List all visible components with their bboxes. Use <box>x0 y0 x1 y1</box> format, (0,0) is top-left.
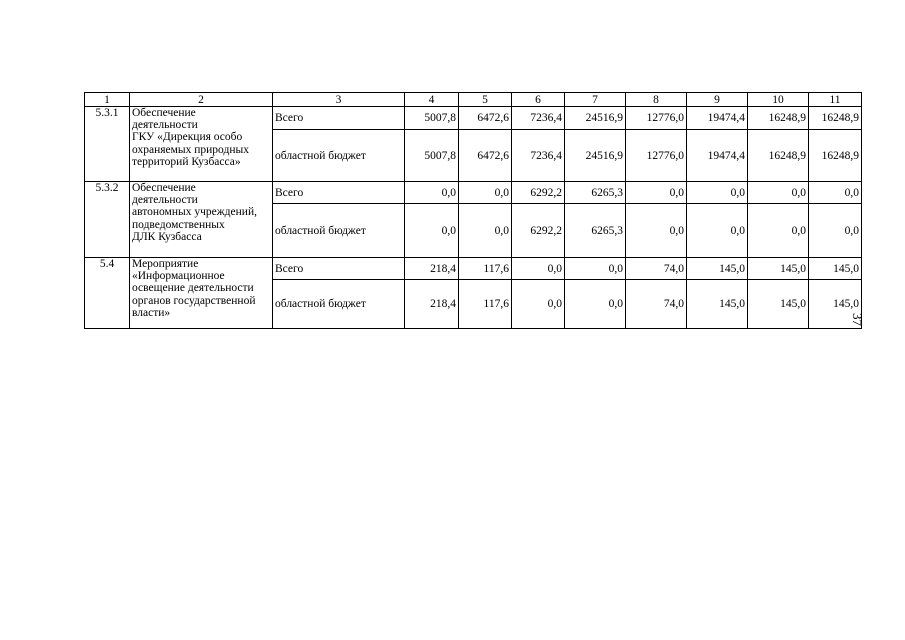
funding-source: Всего <box>273 107 405 130</box>
value-cell: 74,0 <box>626 258 687 280</box>
value-cell: 0,0 <box>809 182 862 204</box>
value-cell: 6292,2 <box>512 204 565 258</box>
row-code: 5.3.1 <box>85 107 130 182</box>
row-code: 5.4 <box>85 258 130 329</box>
value-cell: 117,6 <box>459 258 512 280</box>
funding-source: областной бюджет <box>273 130 405 182</box>
value-cell: 6265,3 <box>565 204 626 258</box>
value-cell: 6472,6 <box>459 130 512 182</box>
table-row <box>85 107 862 130</box>
value-cell: 6265,3 <box>565 182 626 204</box>
header-cell: 3 <box>273 93 405 107</box>
value-cell: 0,0 <box>459 182 512 204</box>
value-cell: 0,0 <box>405 182 459 204</box>
value-cell: 145,0 <box>748 280 809 329</box>
value-cell: 19474,4 <box>687 107 748 130</box>
header-cell: 6 <box>512 93 565 107</box>
table-row <box>85 182 862 204</box>
value-cell: 145,0 <box>809 280 862 329</box>
value-cell: 145,0 <box>687 280 748 329</box>
header-cell: 2 <box>130 93 273 107</box>
header-cell: 4 <box>405 93 459 107</box>
funding-source: Всего <box>273 258 405 280</box>
value-cell: 6472,6 <box>459 107 512 130</box>
page-number: 37 <box>850 313 865 326</box>
header-row <box>85 93 862 107</box>
header-cell: 7 <box>565 93 626 107</box>
value-cell: 145,0 <box>748 258 809 280</box>
value-cell: 0,0 <box>748 204 809 258</box>
header-cell: 1 <box>85 93 130 107</box>
value-cell: 0,0 <box>459 204 512 258</box>
value-cell: 0,0 <box>809 204 862 258</box>
value-cell: 74,0 <box>626 280 687 329</box>
value-cell: 145,0 <box>687 258 748 280</box>
value-cell: 6292,2 <box>512 182 565 204</box>
value-cell: 5007,8 <box>405 107 459 130</box>
value-cell: 7236,4 <box>512 130 565 182</box>
row-name: Обеспечение деятельности ГКУ «Дирекция особо охраняемых природных территорий Кузбасса» <box>130 107 273 182</box>
table-row <box>85 258 862 280</box>
row-name: Мероприятие «Информационное освещение деятельности органов государственной власти» <box>130 258 273 329</box>
value-cell: 16248,9 <box>809 130 862 182</box>
value-cell: 5007,8 <box>405 130 459 182</box>
value-cell: 218,4 <box>405 280 459 329</box>
value-cell: 0,0 <box>687 204 748 258</box>
value-cell: 12776,0 <box>626 130 687 182</box>
funding-source: областной бюджет <box>273 204 405 258</box>
value-cell: 0,0 <box>748 182 809 204</box>
value-cell: 0,0 <box>687 182 748 204</box>
value-cell: 16248,9 <box>748 130 809 182</box>
value-cell: 19474,4 <box>687 130 748 182</box>
header-cell: 11 <box>809 93 862 107</box>
value-cell: 0,0 <box>565 258 626 280</box>
value-cell: 16248,9 <box>748 107 809 130</box>
header-cell: 10 <box>748 93 809 107</box>
value-cell: 0,0 <box>626 182 687 204</box>
funding-source: областной бюджет <box>273 280 405 329</box>
header-cell: 5 <box>459 93 512 107</box>
value-cell: 117,6 <box>459 280 512 329</box>
value-cell: 0,0 <box>512 280 565 329</box>
row-name: Обеспечение деятельности автономных учреждений, подведомственных ДЛК Кузбасса <box>130 182 273 258</box>
value-cell: 0,0 <box>565 280 626 329</box>
value-cell: 16248,9 <box>809 107 862 130</box>
funding-source: Всего <box>273 182 405 204</box>
value-cell: 0,0 <box>626 204 687 258</box>
value-cell: 7236,4 <box>512 107 565 130</box>
header-cell: 8 <box>626 93 687 107</box>
value-cell: 0,0 <box>512 258 565 280</box>
value-cell: 12776,0 <box>626 107 687 130</box>
row-code: 5.3.2 <box>85 182 130 258</box>
value-cell: 24516,9 <box>565 107 626 130</box>
value-cell: 145,0 <box>809 258 862 280</box>
value-cell: 24516,9 <box>565 130 626 182</box>
budget-table <box>84 92 862 329</box>
value-cell: 218,4 <box>405 258 459 280</box>
header-cell: 9 <box>687 93 748 107</box>
value-cell: 0,0 <box>405 204 459 258</box>
